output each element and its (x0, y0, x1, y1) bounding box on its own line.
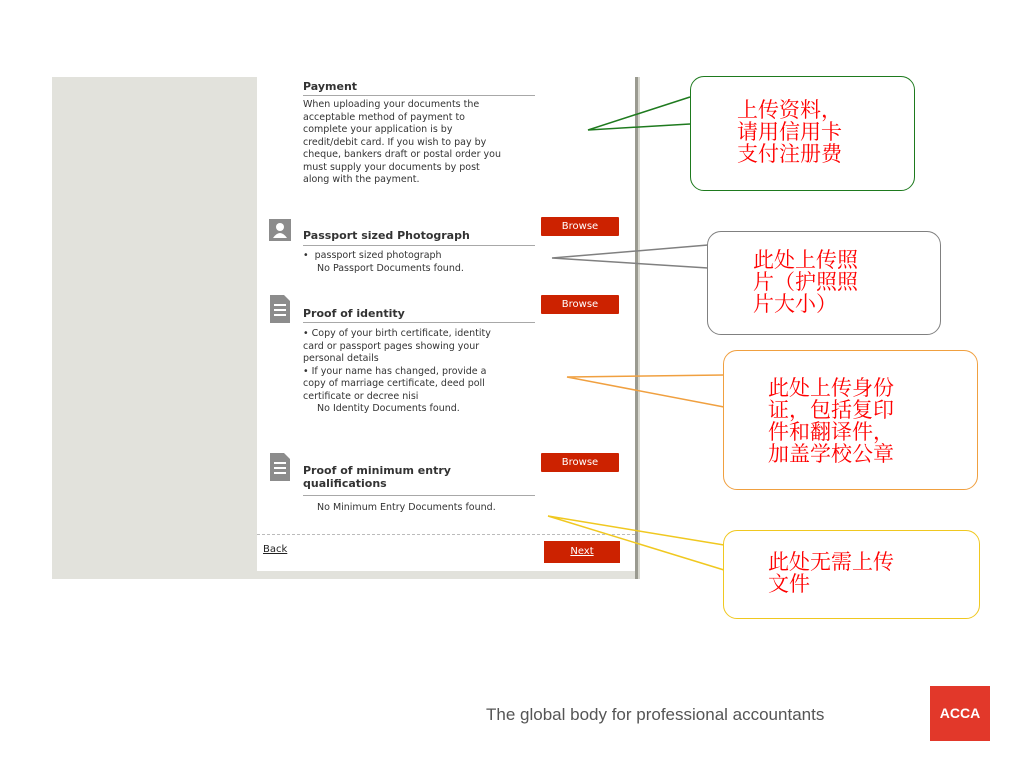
payment-line: When uploading your documents the (303, 99, 480, 110)
callout-pointer-orange (567, 375, 724, 407)
identity-line: • If your name has changed, provide a (303, 365, 487, 377)
back-label: Back (263, 544, 288, 555)
callout-identity-note (723, 350, 978, 490)
callout-pointer-yellow (548, 516, 724, 570)
callout-line: 证，包括复印 (768, 398, 894, 422)
callout-line: 加盖学校公章 (768, 442, 894, 466)
callout-qualifications-note (723, 530, 980, 619)
identity-line: copy of marriage certificate, deed poll (303, 378, 485, 389)
identity-line: certificate or decree nisi (303, 390, 419, 402)
identity-line: card or passport pages showing your (303, 340, 480, 352)
identity-title: Proof of identity (303, 307, 405, 320)
callout-line: 此处无需上传 (768, 550, 894, 574)
qualifications-title-line: Proof of minimum entry (303, 464, 451, 477)
callout-line: 上传资料， (737, 98, 842, 122)
qualifications-title-line: qualifications (303, 477, 387, 490)
acca-logo: ACCA (930, 686, 990, 741)
callout-pointer-gray (552, 245, 708, 268)
payment-line: must supply your documents by post (303, 161, 480, 173)
photo-status: No Passport Documents found. (317, 262, 464, 274)
payment-line: acceptable method of payment to (303, 111, 465, 123)
callout-line: 片（护照照 (753, 270, 858, 294)
callout-line: 此处上传身份 (768, 376, 894, 400)
identity-status: No Identity Documents found. (317, 403, 460, 414)
payment-line: complete your application is by (303, 124, 453, 135)
callout-line: 支付注册费 (737, 142, 842, 166)
callout-photo-note (707, 231, 941, 335)
callout-line: 此处上传照 (753, 248, 858, 272)
identity-line: personal details (303, 353, 379, 364)
callout-line: 件和翻译件， (768, 420, 894, 444)
callout-line: 文件 (768, 572, 810, 596)
footer-tagline: The global body for professional accountants (486, 705, 825, 724)
callout-pointer-green (588, 97, 690, 130)
payment-line: cheque, bankers draft or postal order you (303, 149, 502, 160)
payment-title: Payment (303, 80, 358, 93)
photo-title: Passport sized Photograph (303, 229, 470, 242)
payment-line: along with the payment. (303, 174, 420, 185)
next-label: Next (570, 546, 594, 557)
callout-line: 请用信用卡 (737, 120, 842, 144)
browse-qualifications-button[interactable]: Browse (541, 453, 619, 472)
photo-bullet: • passport sized photograph (303, 250, 442, 261)
qualifications-status: No Minimum Entry Documents found. (317, 502, 496, 513)
browse-photo-button[interactable]: Browse (541, 217, 619, 236)
payment-line: credit/debit card. If you wish to pay by (303, 136, 487, 148)
callout-line: 片大小） (753, 292, 837, 316)
browse-identity-button[interactable]: Browse (541, 295, 619, 314)
identity-line: • Copy of your birth certificate, identity (303, 328, 491, 339)
callout-payment-note (690, 76, 915, 191)
